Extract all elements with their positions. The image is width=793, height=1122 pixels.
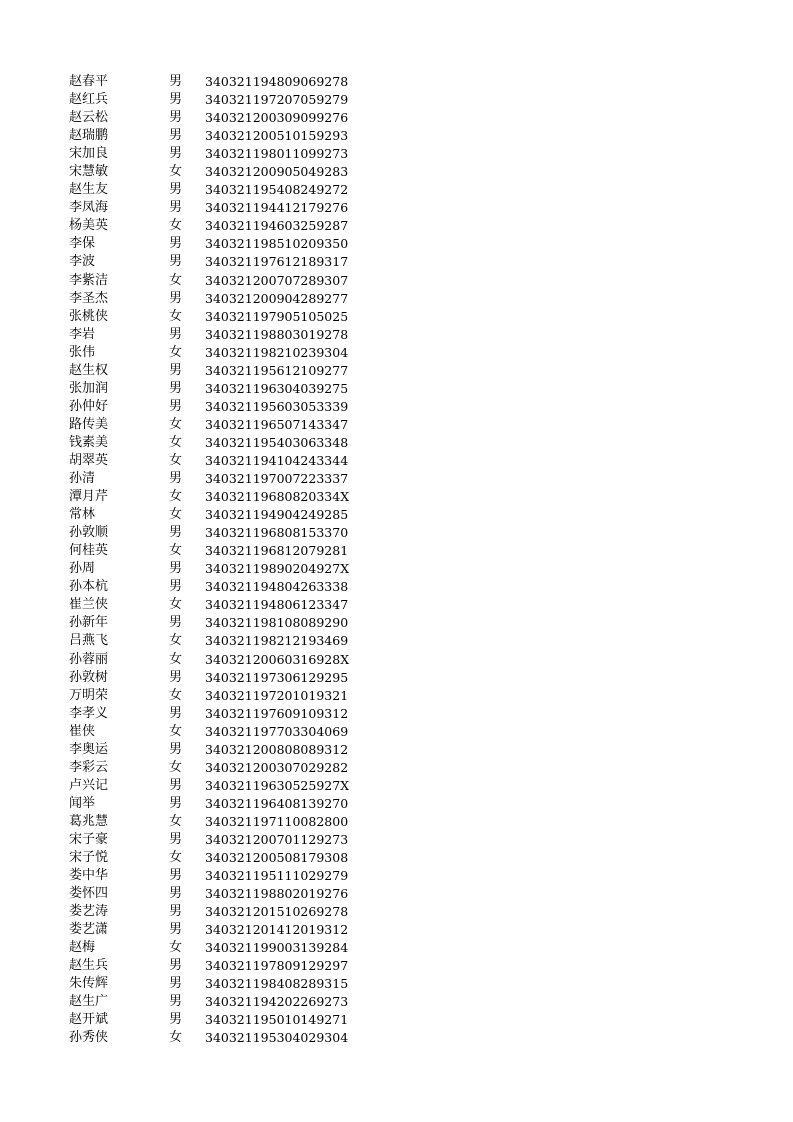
person-id-number: 340321198108089290 <box>205 615 349 631</box>
person-gender: 男 <box>169 380 183 396</box>
person-gender: 女 <box>169 723 183 739</box>
person-name: 孙秀侠 <box>69 1030 109 1046</box>
person-name: 钱素美 <box>69 434 109 450</box>
roster-row <box>69 326 365 344</box>
person-id-number: 340321200309099276 <box>205 110 349 126</box>
person-id-number: 340321197007223337 <box>205 471 349 487</box>
person-id-number: 340321200808089312 <box>205 741 349 757</box>
person-gender: 男 <box>169 579 183 595</box>
person-name: 闻举 <box>69 795 96 811</box>
person-id-number: 340321198510209350 <box>205 236 349 252</box>
person-name: 崔侠 <box>69 723 96 739</box>
roster-row <box>69 416 365 434</box>
roster-row <box>69 253 365 271</box>
person-name: 赵生友 <box>69 182 109 198</box>
roster-row <box>69 181 365 199</box>
person-name: 李紫洁 <box>69 272 109 288</box>
person-name: 张伟 <box>69 344 96 360</box>
person-gender: 男 <box>169 182 183 198</box>
roster-row <box>69 506 365 524</box>
person-gender: 男 <box>169 290 183 306</box>
person-id-number: 340321199003139284 <box>205 940 349 956</box>
person-gender: 女 <box>169 651 183 667</box>
roster-row <box>69 308 365 326</box>
roster-list <box>69 73 365 1048</box>
person-gender: 男 <box>169 777 183 793</box>
person-gender: 男 <box>169 922 183 938</box>
person-name: 孙敦树 <box>69 669 109 685</box>
person-id-number: 340321197809129297 <box>205 958 349 974</box>
person-gender: 男 <box>169 92 183 108</box>
person-id-number: 340321194603259287 <box>205 218 349 234</box>
person-name: 赵梅 <box>69 940 96 956</box>
roster-row <box>69 1011 365 1029</box>
person-id-number: 340321198802019276 <box>205 886 349 902</box>
person-gender: 男 <box>169 831 183 847</box>
person-name: 朱传辉 <box>69 976 109 992</box>
person-id-number: 340321200510159293 <box>205 128 349 144</box>
person-id-number: 340321197201019321 <box>205 687 349 703</box>
person-gender: 男 <box>169 471 183 487</box>
person-gender: 男 <box>169 561 183 577</box>
person-id-number: 340321198408289315 <box>205 976 349 992</box>
roster-row <box>69 632 365 650</box>
person-name: 李凤海 <box>69 200 109 216</box>
person-name: 潭月芹 <box>69 489 109 505</box>
person-name: 李彩云 <box>69 759 109 775</box>
person-name: 孙本杭 <box>69 579 109 595</box>
person-id-number: 34032119680820334X <box>205 489 350 505</box>
person-id-number: 340321195603053339 <box>205 398 349 414</box>
roster-row <box>69 109 365 127</box>
person-id-number: 340321195403063348 <box>205 434 349 450</box>
person-gender: 男 <box>169 128 183 144</box>
person-id-number: 340321196808153370 <box>205 525 349 541</box>
person-name: 李孝义 <box>69 705 109 721</box>
person-name: 赵红兵 <box>69 92 109 108</box>
roster-row <box>69 903 365 921</box>
person-id-number: 340321195408249272 <box>205 182 349 198</box>
person-gender: 女 <box>169 452 183 468</box>
person-gender: 男 <box>169 994 183 1010</box>
person-name: 娄艺潇 <box>69 922 109 938</box>
person-name: 崔兰侠 <box>69 597 109 613</box>
person-id-number: 340321197905105025 <box>205 308 349 324</box>
roster-row <box>69 614 365 632</box>
person-id-number: 340321197609109312 <box>205 705 349 721</box>
person-gender: 女 <box>169 759 183 775</box>
roster-row <box>69 344 365 362</box>
person-id-number: 340321200707289307 <box>205 272 349 288</box>
person-name: 李岩 <box>69 326 96 342</box>
roster-row <box>69 560 365 578</box>
person-name: 李奥运 <box>69 741 109 757</box>
roster-row <box>69 434 365 452</box>
roster-row <box>69 578 365 596</box>
roster-row <box>69 849 365 867</box>
person-id-number: 340321194806123347 <box>205 597 349 613</box>
roster-row <box>69 921 365 939</box>
person-name: 葛兆慧 <box>69 813 109 829</box>
person-name: 赵瑞鹏 <box>69 128 109 144</box>
person-id-number: 34032119630525927X <box>205 777 350 793</box>
roster-row <box>69 596 365 614</box>
person-id-number: 340321198212193469 <box>205 633 349 649</box>
roster-row <box>69 73 365 91</box>
person-name: 李波 <box>69 254 96 270</box>
person-gender: 男 <box>169 146 183 162</box>
person-name: 路传美 <box>69 416 109 432</box>
person-name: 赵生兵 <box>69 958 109 974</box>
person-gender: 男 <box>169 236 183 252</box>
roster-row <box>69 272 365 290</box>
person-id-number: 340321194412179276 <box>205 200 349 216</box>
person-gender: 男 <box>169 1012 183 1028</box>
roster-row <box>69 705 365 723</box>
person-gender: 男 <box>169 976 183 992</box>
person-id-number: 340321194104243344 <box>205 452 349 468</box>
person-name: 赵开斌 <box>69 1012 109 1028</box>
person-gender: 男 <box>169 886 183 902</box>
person-id-number: 340321198011099273 <box>205 146 349 162</box>
person-name: 宋加良 <box>69 146 109 162</box>
person-gender: 女 <box>169 543 183 559</box>
roster-row <box>69 993 365 1011</box>
roster-row <box>69 470 365 488</box>
person-gender: 女 <box>169 308 183 324</box>
roster-row <box>69 217 365 235</box>
roster-row <box>69 795 365 813</box>
person-gender: 男 <box>169 398 183 414</box>
person-id-number: 340321197306129295 <box>205 669 349 685</box>
person-gender: 男 <box>169 110 183 126</box>
roster-row <box>69 235 365 253</box>
person-id-number: 340321197703304069 <box>205 723 349 739</box>
person-id-number: 340321197612189317 <box>205 254 349 270</box>
person-gender: 女 <box>169 507 183 523</box>
person-name: 吕燕飞 <box>69 633 109 649</box>
person-gender: 女 <box>169 218 183 234</box>
person-name: 赵生广 <box>69 994 109 1010</box>
roster-row <box>69 127 365 145</box>
person-gender: 男 <box>169 615 183 631</box>
roster-row <box>69 939 365 957</box>
person-gender: 男 <box>169 868 183 884</box>
person-name: 赵生权 <box>69 362 109 378</box>
person-name: 孙蓉丽 <box>69 651 109 667</box>
person-gender: 女 <box>169 850 183 866</box>
roster-row <box>69 362 365 380</box>
person-gender: 女 <box>169 344 183 360</box>
person-gender: 男 <box>169 795 183 811</box>
person-name: 赵云松 <box>69 110 109 126</box>
person-name: 常林 <box>69 507 96 523</box>
person-id-number: 340321200307029282 <box>205 759 349 775</box>
person-id-number: 340321196812079281 <box>205 543 349 559</box>
person-gender: 女 <box>169 164 183 180</box>
person-gender: 男 <box>169 741 183 757</box>
person-gender: 男 <box>169 705 183 721</box>
person-id-number: 340321201510269278 <box>205 904 349 920</box>
person-name: 孙新年 <box>69 615 109 631</box>
person-gender: 女 <box>169 813 183 829</box>
roster-row <box>69 199 365 217</box>
person-gender: 男 <box>169 200 183 216</box>
person-gender: 男 <box>169 669 183 685</box>
roster-row <box>69 398 365 416</box>
roster-row <box>69 290 365 308</box>
person-name: 娄中华 <box>69 868 109 884</box>
person-id-number: 340321194809069278 <box>205 74 349 89</box>
person-gender: 女 <box>169 272 183 288</box>
person-name: 娄怀四 <box>69 886 109 902</box>
person-name: 宋子悦 <box>69 850 109 866</box>
roster-row <box>69 542 365 560</box>
person-id-number: 340321200904289277 <box>205 290 349 306</box>
roster-row <box>69 651 365 669</box>
person-id-number: 340321195010149271 <box>205 1012 349 1028</box>
roster-row <box>69 687 365 705</box>
person-id-number: 34032119890204927X <box>205 561 350 577</box>
roster-row <box>69 741 365 759</box>
person-name: 杨美英 <box>69 218 109 234</box>
roster-row <box>69 723 365 741</box>
roster-row <box>69 975 365 993</box>
person-name: 宋子豪 <box>69 831 109 847</box>
roster-row <box>69 380 365 398</box>
roster-row <box>69 885 365 903</box>
person-id-number: 340321197207059279 <box>205 92 349 108</box>
person-name: 张加润 <box>69 380 109 396</box>
person-id-number: 340321194202269273 <box>205 994 349 1010</box>
person-gender: 男 <box>169 904 183 920</box>
person-id-number: 340321194804263338 <box>205 579 349 595</box>
roster-row <box>69 813 365 831</box>
person-gender: 女 <box>169 434 183 450</box>
roster-row <box>69 163 365 181</box>
person-name: 卢兴记 <box>69 777 109 793</box>
person-id-number: 340321201412019312 <box>205 922 349 938</box>
person-name: 宋慧敏 <box>69 164 109 180</box>
person-id-number: 340321196507143347 <box>205 416 349 432</box>
person-gender: 女 <box>169 940 183 956</box>
person-id-number: 340321197110082800 <box>205 813 349 829</box>
roster-row <box>69 669 365 687</box>
roster-row <box>69 777 365 795</box>
person-id-number: 340321200508179308 <box>205 850 349 866</box>
roster-row <box>69 1029 365 1047</box>
person-name: 孙周 <box>69 561 96 577</box>
person-id-number: 340321195612109277 <box>205 362 349 378</box>
person-gender: 男 <box>169 326 183 342</box>
roster-row <box>69 831 365 849</box>
person-name: 万明荣 <box>69 687 109 703</box>
person-id-number: 340321200701129273 <box>205 831 349 847</box>
roster-row <box>69 91 365 109</box>
person-id-number: 340321198210239304 <box>205 344 349 360</box>
person-id-number: 340321195304029304 <box>205 1030 349 1046</box>
person-id-number: 34032120060316928X <box>205 651 350 667</box>
person-id-number: 340321196408139270 <box>205 795 349 811</box>
person-gender: 女 <box>169 633 183 649</box>
person-id-number: 340321196304039275 <box>205 380 349 396</box>
person-name: 胡翠英 <box>69 452 109 468</box>
person-gender: 男 <box>169 362 183 378</box>
roster-row <box>69 452 365 470</box>
person-name: 张桃侠 <box>69 308 109 324</box>
person-gender: 女 <box>169 597 183 613</box>
person-id-number: 340321198803019278 <box>205 326 349 342</box>
person-id-number: 340321195111029279 <box>205 868 349 884</box>
person-name: 孙清 <box>69 471 96 487</box>
roster-row <box>69 957 365 975</box>
person-name: 赵春平 <box>69 74 109 89</box>
person-name: 娄艺涛 <box>69 904 109 920</box>
person-name: 李圣杰 <box>69 290 109 306</box>
person-gender: 男 <box>169 958 183 974</box>
person-name: 孙仲好 <box>69 398 109 414</box>
person-gender: 男 <box>169 525 183 541</box>
person-gender: 男 <box>169 74 183 89</box>
person-name: 李保 <box>69 236 96 252</box>
person-gender: 女 <box>169 489 183 505</box>
person-name: 何桂英 <box>69 543 109 559</box>
person-id-number: 340321194904249285 <box>205 507 349 523</box>
roster-row <box>69 524 365 542</box>
person-gender: 女 <box>169 1030 183 1046</box>
person-gender: 女 <box>169 416 183 432</box>
person-id-number: 340321200905049283 <box>205 164 349 180</box>
person-gender: 男 <box>169 254 183 270</box>
roster-row <box>69 867 365 885</box>
roster-row <box>69 145 365 163</box>
roster-row <box>69 488 365 506</box>
person-name: 孙敦顺 <box>69 525 109 541</box>
roster-row <box>69 759 365 777</box>
person-gender: 女 <box>169 687 183 703</box>
